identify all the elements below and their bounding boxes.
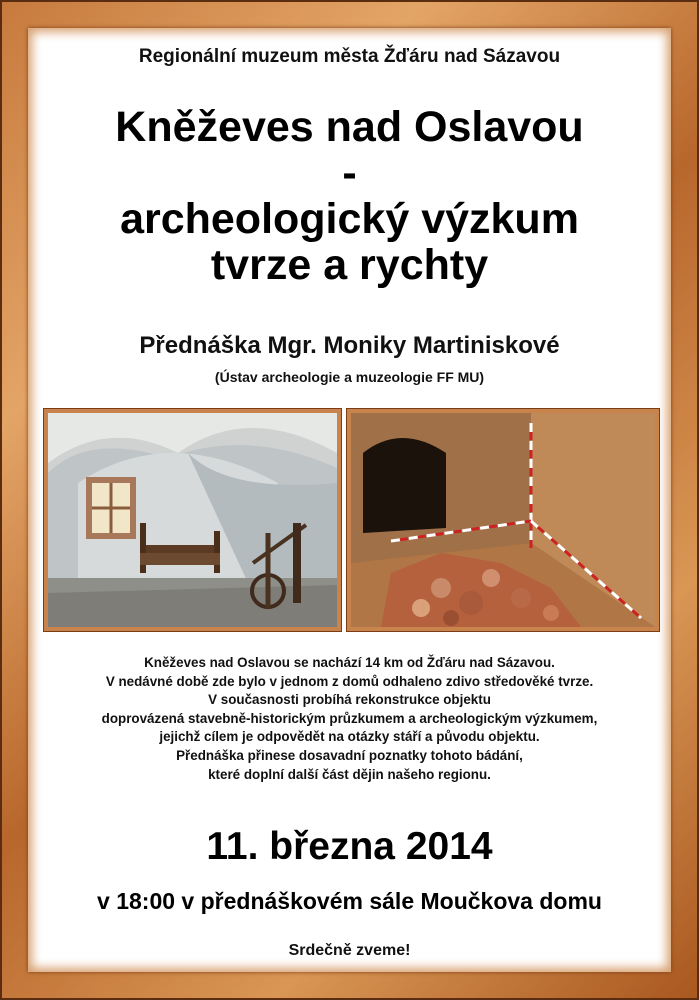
photo-vaulted-room — [44, 409, 341, 631]
photo-excavation — [347, 409, 659, 631]
description-line: V nedávné době zde bylo v jednom z domů odhaleno zdivo středověké tvrze. — [105, 673, 594, 689]
institute: (Ústav archeologie a muzeologie FF MU) — [214, 369, 485, 385]
description-line: Kněževes nad Oslavou se nachází 14 km od Žďáru nad Sázavou. — [144, 655, 555, 670]
description-line: jejichž cílem je odpovědět na otázky stáří a původu objektu. — [159, 729, 540, 745]
museum-name: Regionální muzeum města Žďáru nad Sázavou — [138, 46, 561, 67]
title-line: - — [342, 149, 357, 197]
description-line: V současnosti probíhá rekonstrukce objektu — [208, 692, 491, 708]
event-description — [22, 654, 677, 784]
description-line: doprovázená stavebně-historickým průzkumem a archeologickým výzkumem, — [101, 710, 598, 726]
title-line: archeologický výzkum — [120, 195, 579, 243]
event-venue: v 18:00 v přednáškovém sále Moučkova domu — [97, 888, 602, 914]
title-line: tvrze a rychty — [210, 241, 489, 289]
title-line: Kněževes nad Oslavou — [115, 103, 584, 151]
invitation: Srdečně zveme! — [288, 942, 411, 959]
description-line: Přednáška přinese dosavadní poznatky tohoto bádání, — [176, 747, 523, 763]
lecturer: Přednáška Mgr. Moniky Martiniskové — [139, 332, 560, 359]
event-date: 11. března 2014 — [206, 825, 493, 868]
description-line: které doplní další část dějin našeho regionu. — [208, 766, 491, 782]
event-title — [12, 104, 687, 288]
